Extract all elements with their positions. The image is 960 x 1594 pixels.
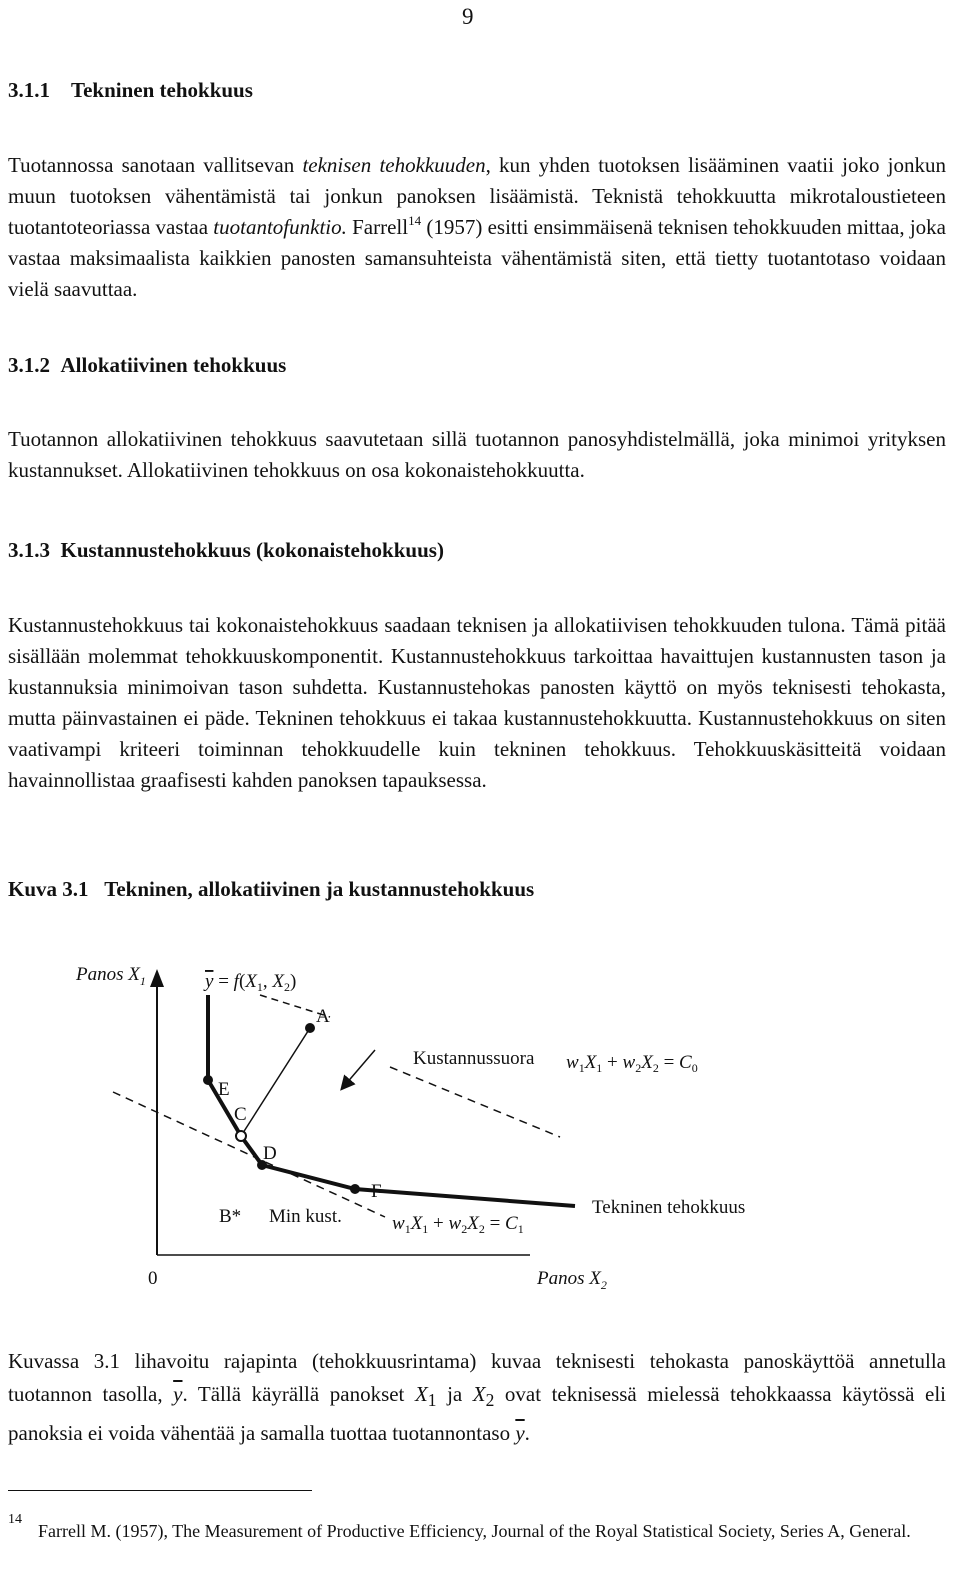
paragraph-technical-efficiency: [8, 150, 946, 305]
section-number: 3.1.2: [8, 353, 50, 377]
text-run: Tuotannossa sanotaan vallitsevan: [8, 153, 303, 177]
math-y-bar: $\overline{y}$: [515, 1421, 525, 1446]
label-e: E: [218, 1079, 230, 1100]
point-a: [305, 1023, 315, 1033]
ray-to-c: [241, 1028, 310, 1136]
footnote-text: Farrell M. (1957), The Measurement of Productive Efficiency, Journal of the Royal Statistical Society, Series A, General.: [38, 1521, 911, 1541]
paragraph-cost-efficiency: Kustannustehokkuus tai kokonaistehokkuus saadaan teknisen ja allokatiivisen tehokkuuden tulona. Tämä pitää sisällään molemmat tehokkuuskomponentit. Kustannustehokkuus tarkoittaa havaittujen kustannusten tason ja kustannuksia minimoivan tason suhdetta. Kustannustehokas panosten käyttö on myös teknisesti tehokasta, mutta päinvastainen ei päde. Tekninen tehokkuus ei takaa kustannustehokkuutta. Kustannustehokkuus on siten vaativampi kriteeri toiminnan tehokkuudelle kuin tekninen tehokkuus. Tehokkuuskäsitteitä voidaan havainnollistaa graafisesti kahden panoksen tapauksessa.: [8, 613, 946, 792]
origin-label: 0: [148, 1268, 158, 1289]
cost-line-equation-c1: $w_1X_1 + w_2X_2 = C_1$: [392, 1213, 524, 1236]
point-f: [350, 1184, 360, 1194]
section-heading-3-1-2: [8, 353, 286, 378]
isoquant-equation: $y = f(X_1$, $X_2$): [205, 971, 297, 994]
y-axis-arrow-icon: [150, 969, 164, 987]
italic-term: tuotantofunktio.: [213, 215, 347, 239]
paragraph-figure-explanation: [8, 1345, 946, 1450]
math-sub: 1: [427, 1390, 437, 1411]
footnote-mark: 14: [8, 1512, 22, 1527]
math-y-bar: $\overline{y}$: [173, 1382, 183, 1406]
cost-line-equation-c0: $w_1X_1 + w_2X_2 = C_0$: [566, 1052, 698, 1075]
text-run: .: [524, 1421, 530, 1446]
text-run: ja: [436, 1382, 473, 1406]
text-run: Farrell: [346, 215, 409, 239]
technical-efficiency-label: Tekninen tehokkuus: [592, 1197, 746, 1218]
paragraph-allocative-efficiency: Tuotannon allokatiivinen tehokkuus saavutetaan sillä tuotannon panosyhdistelmällä, joka minimoi yrityksen kustannukset. Allokatiivinen tehokkuus on osa kokonaistehokkuutta.: [8, 427, 946, 482]
footnote-ref[interactable]: 14: [408, 213, 422, 228]
efficiency-diagram: [0, 955, 960, 1295]
section-number: 3.1.3: [8, 538, 50, 562]
section-title: Kustannustehokkuus (kokonaistehokkuus): [60, 538, 444, 562]
math-x1: X: [414, 1382, 428, 1406]
section-heading-3-1-1: [8, 78, 253, 103]
section-title: Allokatiivinen tehokkuus: [60, 353, 287, 377]
point-c: [236, 1131, 246, 1141]
label-c: C: [234, 1104, 247, 1125]
shift-arrow-icon: [345, 1050, 375, 1085]
cost-line-label: Kustannussuora: [413, 1048, 535, 1069]
label-d: D: [263, 1143, 277, 1164]
section-title: Tekninen tehokkuus: [71, 78, 253, 102]
text-run: . Tällä käyrällä panokset: [182, 1382, 415, 1406]
math-x2: X: [472, 1382, 486, 1406]
text-run: , kun yhden tuotoksen lisääminen vaatii joko jonkun muun tuotoksen vähentämistä tai jonkun panoksen lisäämistä. Teknistä tehokkuutta mikrotaloustieteen tuotantoteoriassa vastaa: [8, 153, 946, 239]
text-run: Kuvassa 3.1 lihavoitu rajapinta (tehokkuusrintama) kuvaa teknisesti tehokasta panoskäyttöä annetulla tuotannon tasolla,: [8, 1349, 946, 1406]
x-axis-label: Panos $X_2$: [537, 1268, 607, 1292]
cost-line-c0-upper: [390, 1067, 560, 1137]
label-b-star: B*: [219, 1206, 242, 1227]
y-axis-label: Panos $X_1$: [76, 964, 146, 988]
math-sub: 2: [485, 1390, 495, 1411]
section-number: 3.1.1: [8, 78, 50, 102]
min-cost-label: Min kust.: [269, 1206, 342, 1227]
figure-caption: [8, 877, 534, 902]
cost-line-c1: [113, 1092, 385, 1217]
footnote-divider: [8, 1490, 312, 1491]
label-a: A: [316, 1006, 330, 1027]
label-f: F: [371, 1181, 382, 1202]
text-run: ovat teknisessä mielessä tehokkaassa käytössä eli panoksia ei voida vähentää ja samalla tuottaa tuotannontaso: [8, 1382, 947, 1446]
figure-number: Kuva 3.1: [8, 877, 89, 901]
section-heading-3-1-3: [8, 538, 444, 563]
italic-term: teknisen tehokkuuden: [302, 153, 486, 177]
text-run: (1957) esitti ensimmäisenä teknisen tehokkuuden mittaa, joka vastaa maksimaalista kaikkien panosten samansuhteista vähentämistä siten, että tietty tuotantotaso voidaan vielä saavuttaa.: [8, 215, 946, 301]
figure-title: Tekninen, allokatiivinen ja kustannustehokkuus: [104, 877, 535, 901]
page-number: 9: [462, 4, 474, 29]
point-e: [203, 1075, 213, 1085]
